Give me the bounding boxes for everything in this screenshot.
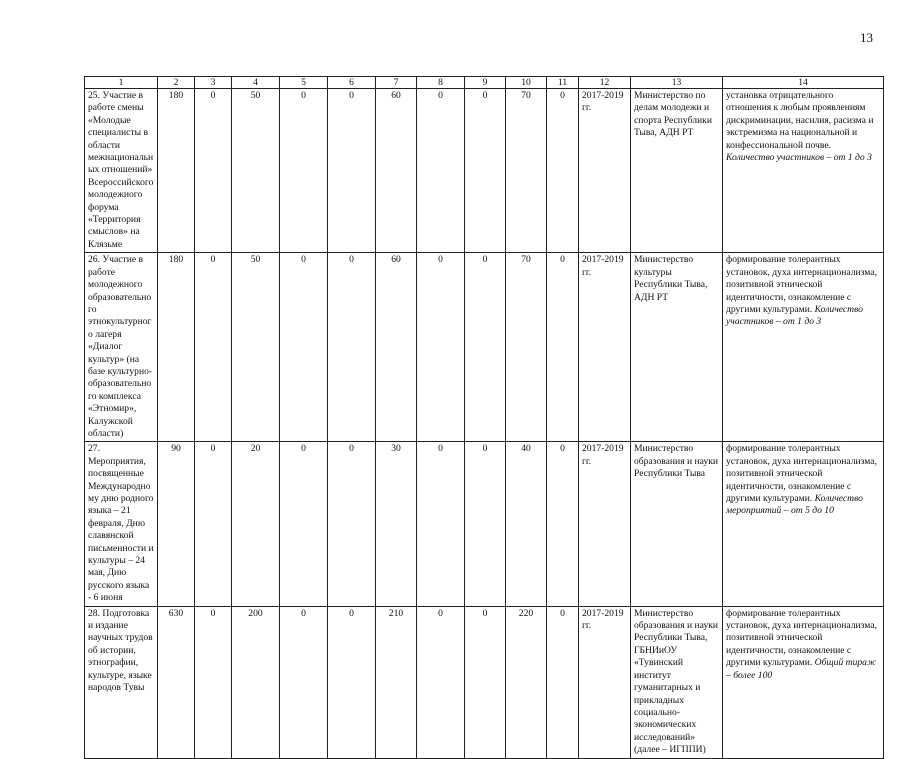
result-text: формирование толерантных установок, духа интернационализма, позитивной этнической идентичности, ознакомление с другими культурами. [726, 443, 877, 504]
value-cell: 180 [158, 253, 195, 442]
value-cell: 0 [280, 442, 328, 606]
value-cell: 0 [547, 253, 579, 442]
value-cell: 0 [417, 442, 465, 606]
indicator-text: Количество участников – от 1 до 3 [726, 303, 863, 328]
value-cell: 0 [417, 253, 465, 442]
column-number: 5 [280, 77, 328, 89]
years-cell: 2017-2019 гг. [579, 442, 631, 606]
value-cell: 0 [465, 442, 506, 606]
table-row [85, 606, 884, 758]
value-cell: 0 [195, 89, 232, 253]
column-number: 2 [158, 77, 195, 89]
column-number: 3 [195, 77, 232, 89]
result-cell [723, 89, 884, 253]
table-row [85, 253, 884, 442]
measures-table [84, 76, 884, 759]
column-number: 13 [631, 77, 723, 89]
column-number: 14 [723, 77, 884, 89]
value-cell: 0 [280, 253, 328, 442]
value-cell: 0 [280, 606, 328, 758]
column-number: 12 [579, 77, 631, 89]
measure-name: 26. Участие в работе молодежного образовательного этнокультурного лагеря «Диалог культур» (на базе культурно-образовательного комплекса «Этномир», Калужской области) [85, 253, 158, 442]
value-cell: 50 [232, 253, 280, 442]
indicator-text: Количество мероприятий – от 5 до 10 [726, 493, 863, 517]
result-text: формирование толерантных установок, духа интернационализма, позитивной этнической идентичности, ознакомление с другими культурами. [726, 607, 877, 669]
measure-name: 27. Мероприятия, посвященные Международному дню родного языка – 21 февраля, Дню славянской письменности и культуры – 24 мая, Дню русского языка - 6 июня [85, 442, 158, 606]
value-cell: 0 [417, 606, 465, 758]
value-cell: 0 [328, 89, 376, 253]
executor-cell: Министерство образования и науки Республики Тыва, ГБНИиОУ «Тувинский институт гуманитарных и прикладных социально-экономических исследований» (далее – ИГППИ) [631, 606, 723, 758]
value-cell: 50 [232, 89, 280, 253]
page-number: 13 [860, 30, 873, 45]
executor-cell: Министерство культуры Республики Тыва, АДН РТ [631, 253, 723, 442]
value-cell: 0 [195, 442, 232, 606]
value-cell: 630 [158, 606, 195, 758]
measure-name: 25. Участие в работе смены «Молодые специалисты в области межнациональных отношений» Всероссийского молодежного форума «Территория смыслов» на Клязьме [85, 89, 158, 253]
years-cell: 2017-2019 гг. [579, 606, 631, 758]
value-cell: 200 [232, 606, 280, 758]
value-cell: 0 [547, 442, 579, 606]
table-row [85, 442, 884, 606]
column-number: 11 [547, 77, 579, 89]
value-cell: 0 [465, 253, 506, 442]
value-cell: 0 [328, 253, 376, 442]
value-cell: 60 [376, 253, 417, 442]
value-cell: 220 [506, 606, 547, 758]
column-number: 8 [417, 77, 465, 89]
value-cell: 0 [465, 89, 506, 253]
value-cell: 60 [376, 89, 417, 253]
value-cell: 0 [547, 89, 579, 253]
years-cell: 2017-2019 гг. [579, 253, 631, 442]
value-cell: 20 [232, 442, 280, 606]
result-text: установка отрицательного отношения к любым проявлениям дискриминации, насилия, расизма и экстремизма на национальной и конфессиональной почве. [726, 90, 874, 151]
value-cell: 0 [547, 606, 579, 758]
column-number-row [85, 77, 884, 89]
column-number: 1 [85, 77, 158, 89]
value-cell: 210 [376, 606, 417, 758]
value-cell: 0 [328, 442, 376, 606]
indicator-text: Количество участников – от 1 до 3 [726, 152, 872, 164]
indicator-text: Общий тираж – более 100 [726, 657, 876, 681]
value-cell: 0 [417, 89, 465, 253]
value-cell: 180 [158, 89, 195, 253]
value-cell: 0 [328, 606, 376, 758]
value-cell: 0 [195, 253, 232, 442]
value-cell: 0 [280, 89, 328, 253]
result-cell [723, 606, 884, 758]
column-number: 7 [376, 77, 417, 89]
value-cell: 0 [465, 606, 506, 758]
value-cell: 0 [195, 606, 232, 758]
value-cell: 40 [506, 442, 547, 606]
years-cell: 2017-2019 гг. [579, 89, 631, 253]
result-text: формирование толерантных установок, духа интернационализма, позитивной этнической идентичности, ознакомление с другими культурами. [726, 254, 877, 315]
value-cell: 70 [506, 253, 547, 442]
result-cell [723, 253, 884, 442]
value-cell: 90 [158, 442, 195, 606]
column-number: 9 [465, 77, 506, 89]
column-number: 6 [328, 77, 376, 89]
executor-cell: Министерство образования и науки Республики Тыва [631, 442, 723, 606]
value-cell: 30 [376, 442, 417, 606]
result-cell [723, 442, 884, 606]
executor-cell: Министерство по делам молодежи и спорта Республики Тыва, АДН РТ [631, 89, 723, 253]
column-number: 4 [232, 77, 280, 89]
value-cell: 70 [506, 89, 547, 253]
measure-name: 28. Подготовка и издание научных трудов об истории, этнографии, культуре, языке народов Тувы [85, 606, 158, 758]
column-number: 10 [506, 77, 547, 89]
table-row [85, 89, 884, 253]
